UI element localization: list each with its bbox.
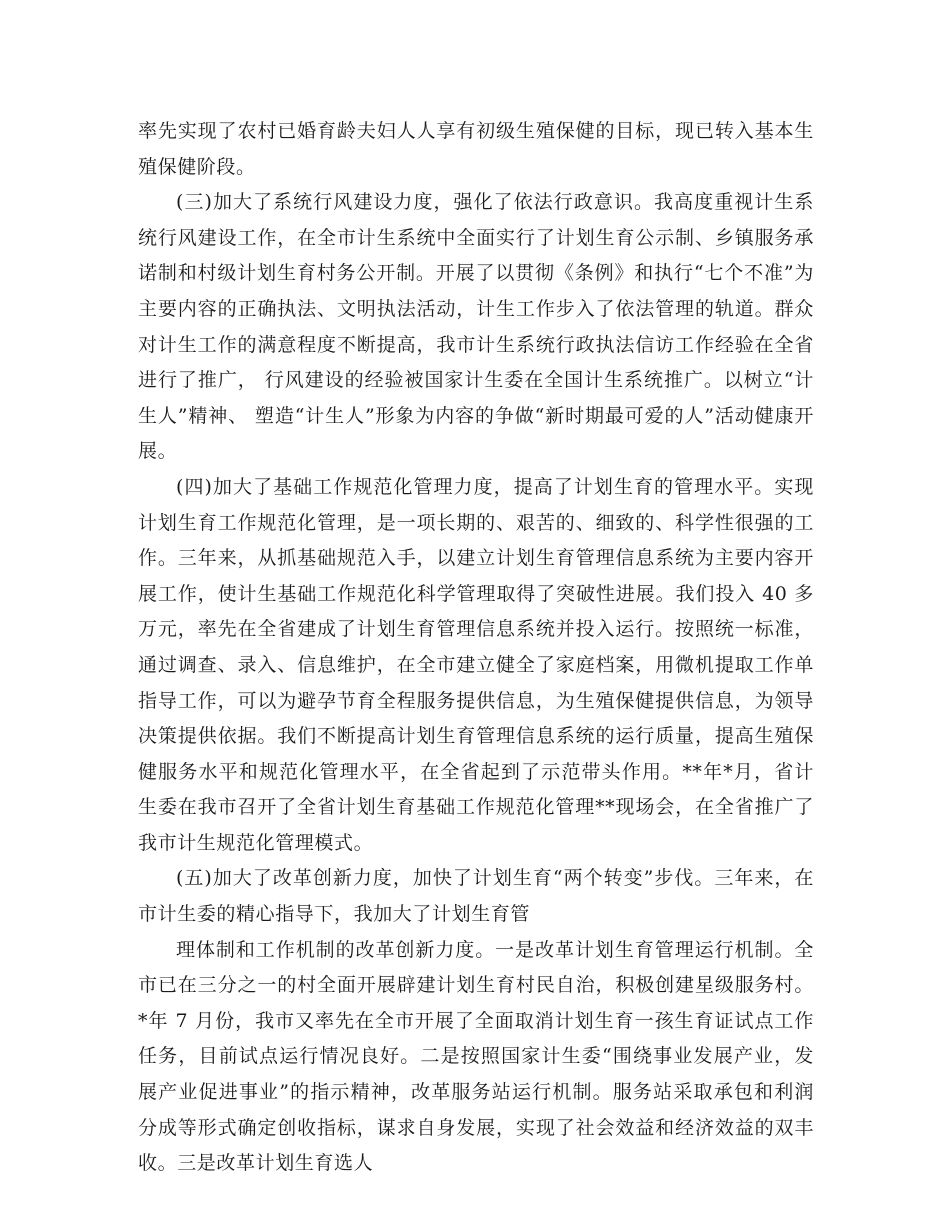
document-body	[138, 114, 814, 1182]
paragraph-section-5: (五)加大了改革创新力度，加快了计划生育“两个转变”步伐。三年来，在市计生委的精心指导下，我加大了计划生育管	[138, 867, 814, 926]
paragraph-section-3: (三)加大了系统行风建设力度，强化了依法行政意识。我高度重视计生系统行风建设工作，在全市计生系统中全面实行了计划生育公示制、乡镇服务承诺制和村级计划生育村务公开制。开展了以贯彻《条例》和执行“七个不准”为主要内容的正确执法、文明执法活动，计生工作步入了依法管理的轨道。群众对计生工作的满意程度不断提高，我市计生系统行政执法信访工作经验在全省进行了推广， 行风建设的经验被国家计生委在全国计生系统推广。以树立“计生人”精神、 塑造“计生人”形象为内容的争做“新时期最可爱的人”活动健康开展。	[138, 191, 814, 463]
paragraph-continuation: 率先实现了农村已婚育龄夫妇人人享有初级生殖保健的目标，现已转入基本生殖保健阶段。	[138, 120, 814, 178]
paragraph-section-4: (四)加大了基础工作规范化管理力度，提高了计划生育的管理水平。实现计划生育工作规范化管理，是一项长期的、艰苦的、细致的、科学性很强的工作。三年来，从抓基础规范入手，以建立计划生育管理信息系统为主要内容开展工作，使计生基础工作规范化科学管理取得了突破性进展。我们投入 40 多万元，率先在全省建成了计划生育管理信息系统并投入运行。按照统一标准，通过调查、录入、信息维护，在全市建立健全了家庭档案，用微机提取工作单指导工作，可以为避孕节育全程服务提供信息，为生殖保健提供信息，为领导决策提供依据。我们不断提高计划生育管理信息系统的运行质量，提高生殖保健服务水平和规范化管理水平，在全省起到了示范带头作用。**年*月，省计生委在我市召开了全省计划生育基础工作规范化管理**现场会，在全省推广了我市计生规范化管理模式。	[138, 475, 814, 854]
paragraph-section-5-continued: 理体制和工作机制的改革创新力度。一是改革计划生育管理运行机制。全市已在三分之一的村全面开展辟建计划生育村民自治，积极创建星级服务村。*年 7 月份，我市又率先在全市开展了全面取消计划生育一孩生育证试点工作任务，目前试点运行情况良好。二是按照国家计生委“围绕事业发展产业，发展产业促进事业”的指示精神，改革服务站运行机制。服务站采取承包和利润分成等形式确定创收指标，谋求自身发展，实现了社会效益和经济效益的双丰收。三是改革计划生育选人	[138, 938, 814, 1175]
